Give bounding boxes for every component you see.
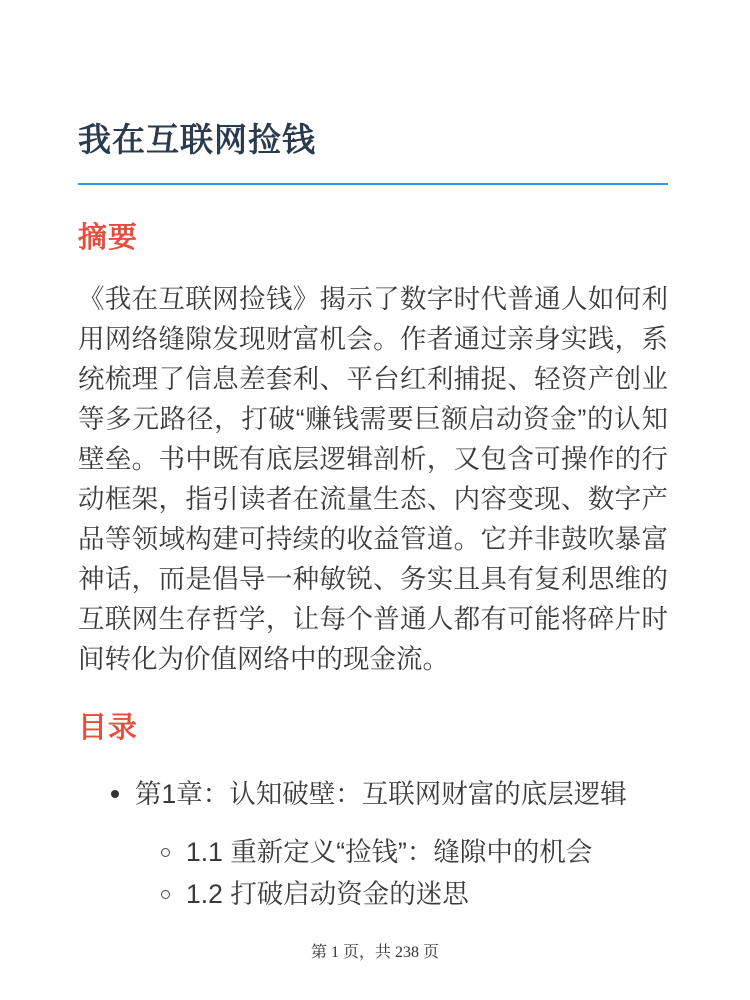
toc-subitem	[135, 831, 668, 873]
toc-subitem-label: 1.2 打破启动资金的迷思	[186, 879, 469, 909]
bullet-circle-icon	[161, 890, 170, 899]
bullet-circle-icon	[161, 848, 170, 857]
abstract-paragraph: 《我在互联网捡钱》揭示了数字时代普通人如何利用网络缝隙发现财富机会。作者通过亲身实践，系统梳理了信息差套利、平台红利捕捉、轻资产创业等多元路径，打破“赚钱需要巨额启动资金”的认知壁垒。书中既有底层逻辑剖析，又包含可操作的行动框架，指引读者在流量生态、内容变现、数字产品等领域构建可持续的收益管道。它并非鼓吹暴富神话，而是倡导一种敏锐、务实且具有复利思维的互联网生存哲学，让每个普通人都有可能将碎片时间转化为价值网络中的现金流。	[78, 284, 668, 674]
page-number-footer: 第 1 页，共 238 页	[310, 944, 439, 961]
toc-sublist	[135, 831, 668, 915]
toc-subitem	[135, 873, 668, 915]
toc-chapter-item	[78, 773, 668, 915]
toc-list	[78, 773, 668, 915]
toc-subitem-label: 1.1 重新定义“捡钱”：缝隙中的机会	[186, 837, 593, 867]
abstract-heading: 摘要	[78, 222, 139, 254]
page-title: 我在互联网捡钱	[78, 118, 668, 185]
bullet-dot-icon	[111, 790, 119, 798]
toc-heading: 目录	[78, 712, 139, 744]
toc-chapter-label: 第1章：认知破壁：互联网财富的底层逻辑	[135, 779, 627, 809]
